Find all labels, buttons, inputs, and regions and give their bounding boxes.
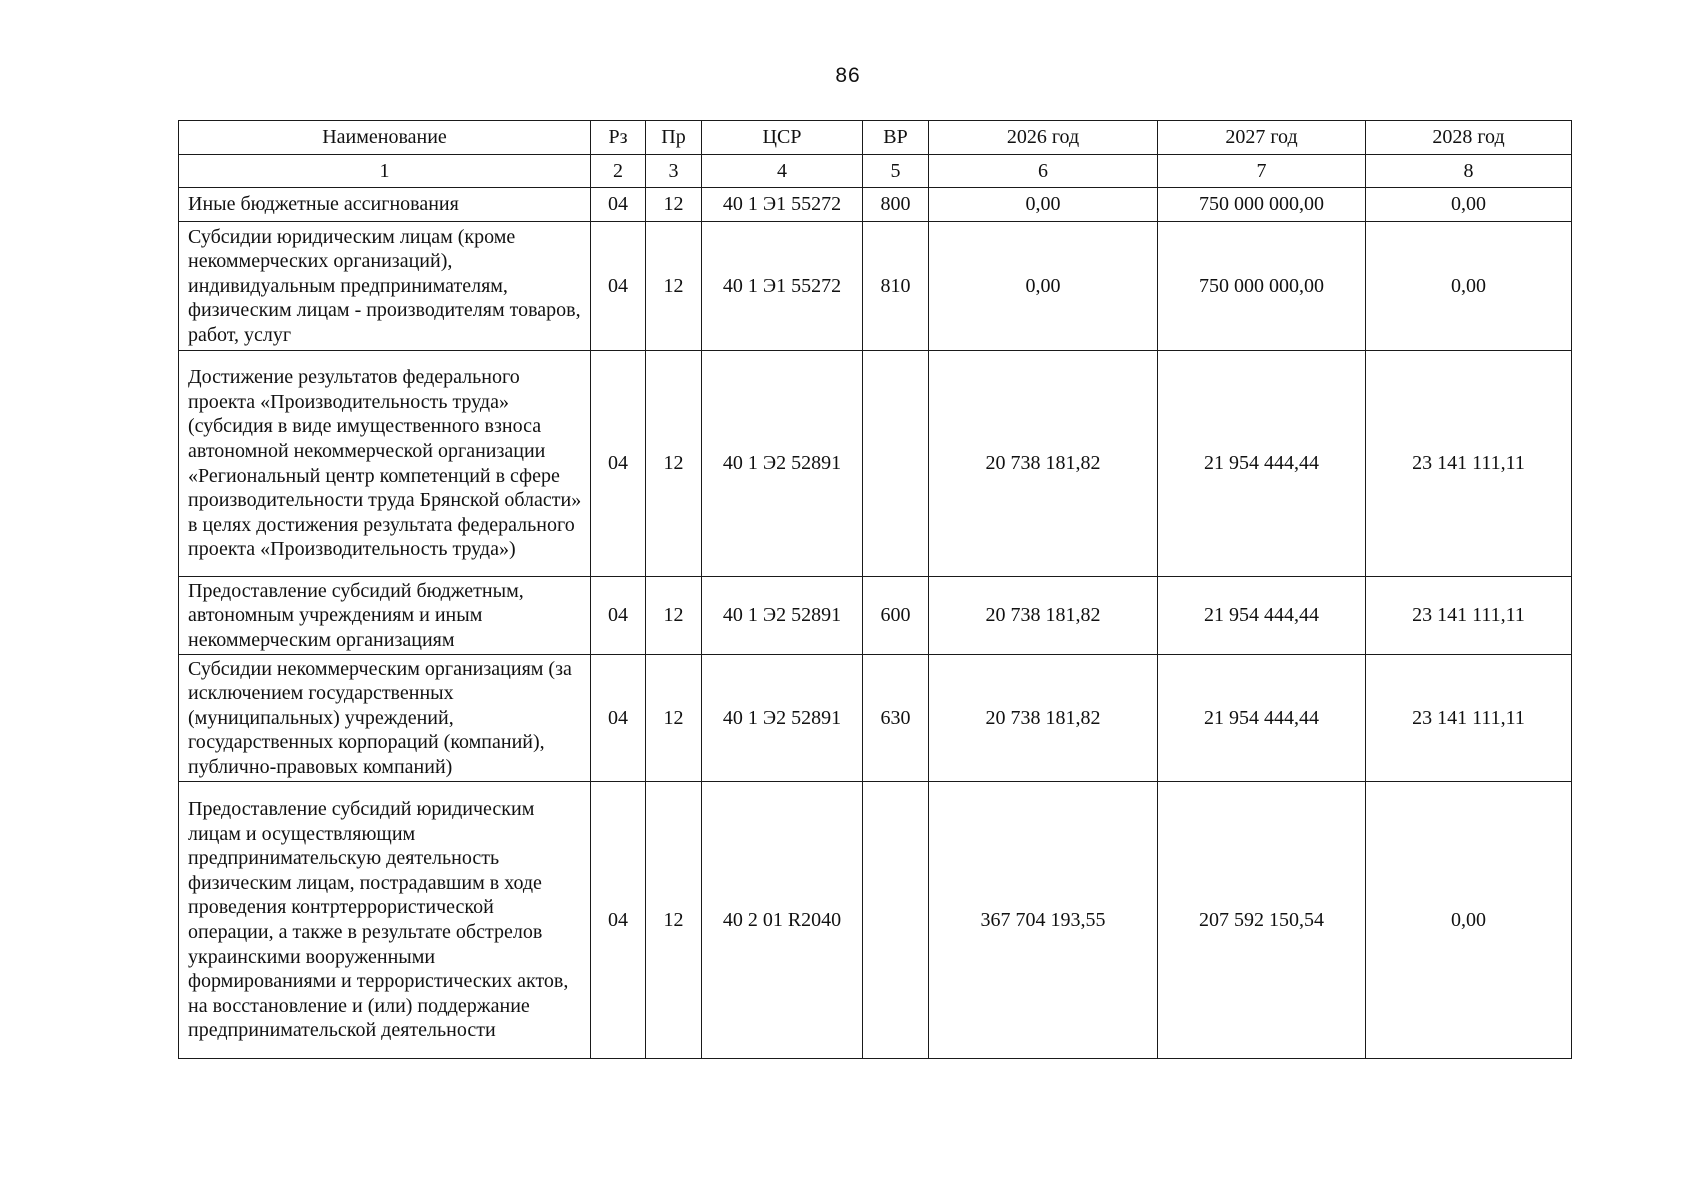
column-number: 3 — [646, 155, 702, 188]
cell-pr: 12 — [646, 351, 702, 577]
cell-csr: 40 2 01 R2040 — [702, 782, 863, 1059]
cell-csr: 40 1 Э2 52891 — [702, 351, 863, 577]
cell-2027: 21 954 444,44 — [1158, 577, 1366, 655]
cell-csr: 40 1 Э1 55272 — [702, 222, 863, 351]
cell-name: Предоставление субсидий юридическим лицам и осуществляющим предпринимательскую деятельность физическим лицам, пострадавшим в ходе проведения контртеррористической операции, а также в результате обстрелов украинскими вооруженными формированиями и террористических актов, на восстановление и (или) поддержание предпринимательской деятельности — [179, 782, 591, 1059]
cell-2027: 21 954 444,44 — [1158, 351, 1366, 577]
cell-2028: 23 141 111,11 — [1366, 577, 1572, 655]
cell-name: Субсидии некоммерческим организациям (за исключением государственных (муниципальных) учреждений, государственных корпораций (компаний), публично-правовых компаний) — [179, 655, 591, 782]
cell-2027: 207 592 150,54 — [1158, 782, 1366, 1059]
cell-vr: 800 — [863, 188, 929, 222]
cell-rz: 04 — [591, 351, 646, 577]
column-number: 1 — [179, 155, 591, 188]
cell-2028: 0,00 — [1366, 222, 1572, 351]
cell-pr: 12 — [646, 222, 702, 351]
cell-vr: 810 — [863, 222, 929, 351]
cell-vr: 630 — [863, 655, 929, 782]
table-row — [179, 577, 1572, 655]
cell-csr: 40 1 Э2 52891 — [702, 655, 863, 782]
cell-2028: 23 141 111,11 — [1366, 351, 1572, 577]
header-2026: 2026 год — [929, 121, 1158, 155]
header-row — [179, 121, 1572, 155]
column-number: 8 — [1366, 155, 1572, 188]
table-row — [179, 782, 1572, 1059]
cell-2026: 20 738 181,82 — [929, 577, 1158, 655]
cell-rz: 04 — [591, 222, 646, 351]
cell-2027: 750 000 000,00 — [1158, 188, 1366, 222]
header-2027: 2027 год — [1158, 121, 1366, 155]
cell-2027: 750 000 000,00 — [1158, 222, 1366, 351]
column-number: 6 — [929, 155, 1158, 188]
cell-rz: 04 — [591, 782, 646, 1059]
cell-2026: 0,00 — [929, 188, 1158, 222]
table-row — [179, 188, 1572, 222]
cell-name: Субсидии юридическим лицам (кроме некоммерческих организаций), индивидуальным предпринимателям, физическим лицам - производителям товаров, работ, услуг — [179, 222, 591, 351]
cell-2026: 20 738 181,82 — [929, 351, 1158, 577]
cell-2026: 367 704 193,55 — [929, 782, 1158, 1059]
table-row — [179, 655, 1572, 782]
cell-2027: 21 954 444,44 — [1158, 655, 1366, 782]
table-row — [179, 222, 1572, 351]
table-row — [179, 351, 1572, 577]
column-number: 7 — [1158, 155, 1366, 188]
column-number-row — [179, 155, 1572, 188]
header-2028: 2028 год — [1366, 121, 1572, 155]
cell-rz: 04 — [591, 577, 646, 655]
cell-vr: 600 — [863, 577, 929, 655]
header-rz: Рз — [591, 121, 646, 155]
cell-name: Достижение результатов федерального проекта «Производительность труда» (субсидия в виде имущественного взноса автономной некоммерческой организации «Региональный центр компетенций в сфере производительности труда Брянской области» в целях достижения результата федерального проекта «Производительность труда») — [179, 351, 591, 577]
cell-2026: 20 738 181,82 — [929, 655, 1158, 782]
cell-pr: 12 — [646, 577, 702, 655]
page-number: 86 — [835, 64, 861, 87]
cell-pr: 12 — [646, 782, 702, 1059]
cell-csr: 40 1 Э2 52891 — [702, 577, 863, 655]
column-number: 4 — [702, 155, 863, 188]
budget-table — [178, 120, 1572, 1059]
cell-2028: 0,00 — [1366, 188, 1572, 222]
cell-2028: 0,00 — [1366, 782, 1572, 1059]
header-name: Наименование — [179, 121, 591, 155]
cell-name: Предоставление субсидий бюджетным, автономным учреждениям и иным некоммерческим организациям — [179, 577, 591, 655]
header-csr: ЦСР — [702, 121, 863, 155]
cell-name: Иные бюджетные ассигнования — [179, 188, 591, 222]
cell-2028: 23 141 111,11 — [1366, 655, 1572, 782]
cell-pr: 12 — [646, 655, 702, 782]
cell-rz: 04 — [591, 188, 646, 222]
column-number: 5 — [863, 155, 929, 188]
cell-vr — [863, 782, 929, 1059]
cell-rz: 04 — [591, 655, 646, 782]
cell-2026: 0,00 — [929, 222, 1158, 351]
header-vr: ВР — [863, 121, 929, 155]
cell-vr — [863, 351, 929, 577]
header-pr: Пр — [646, 121, 702, 155]
column-number: 2 — [591, 155, 646, 188]
cell-pr: 12 — [646, 188, 702, 222]
cell-csr: 40 1 Э1 55272 — [702, 188, 863, 222]
